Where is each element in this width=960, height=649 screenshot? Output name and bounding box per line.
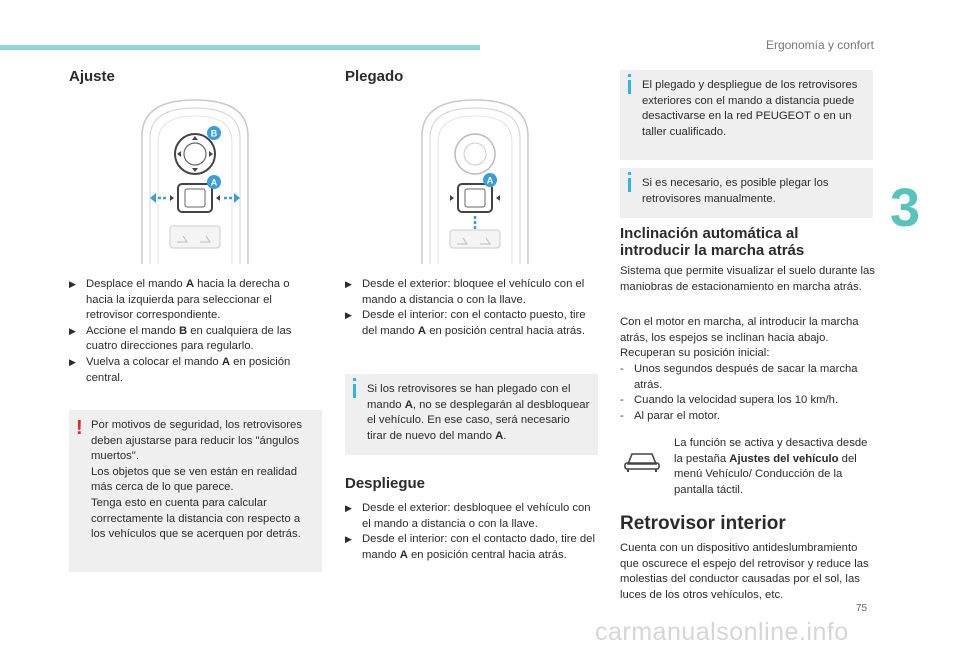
- retrovisor-interior-description: Cuenta con un dispositivo antideslumbramiento que oscurece el espejo del retrovisor y reduce las molestias del conductor causadas por el sol, las luces de los otros vehículos, etc.: [620, 542, 869, 601]
- section-title-inclinacion: Inclinación automática al introducir la marcha atrás: [620, 225, 805, 259]
- car-settings-icon: [622, 448, 662, 474]
- label-a: A: [210, 177, 218, 188]
- list-item: ▶ Vuelva a colocar el mando A en posición central.: [69, 355, 291, 384]
- unfold-steps-list: [345, 501, 595, 563]
- info-icon: [628, 80, 636, 94]
- fold-info-box: Si los retrovisores se han plegado con el mando A, no se desplegarán al desbloquear el vehículo. En ese caso, será necesario tirar de nuevo del mando A.: [345, 374, 598, 455]
- warning-text-line: Por motivos de seguridad, los retrovisores deben ajustarse para reducir los "ángulos muertos".: [91, 419, 302, 463]
- recovery-conditions-list: [620, 362, 870, 424]
- list-item: ▶ Desde el exterior: bloquee el vehículo con el mando a distancia o con la llave.: [345, 278, 585, 306]
- manual-fold-info-box: Si es necesario, es posible plegar los retrovisores manualmente.: [620, 168, 873, 218]
- section-title-plegado: Plegado: [345, 68, 404, 85]
- section-title-retrovisor-interior: Retrovisor interior: [620, 513, 786, 534]
- list-item: ▶ Desplace el mando A hacia la derecha o hacia la izquierda para seleccionar el retrovisor correspondiente.: [69, 278, 290, 322]
- list-item: ▶ Desde el interior: con el contacto puesto, tire del mando A en posición central hacia atrás.: [345, 309, 586, 337]
- chapter-number: 3: [890, 178, 921, 238]
- control-a-selector: [450, 184, 500, 212]
- safety-warning-box: [69, 410, 322, 572]
- warning-text-line: Tenga esto en cuenta para calcular correctamente la distancia con respecto a los vehículos que se acerquen por detrás.: [91, 496, 301, 541]
- label-a: A: [486, 175, 494, 186]
- info-icon: [353, 384, 361, 398]
- section-title-ajuste: Ajuste: [69, 68, 115, 85]
- car-settings-note: La función se activa y desactiva desde la pestaña Ajustes del vehículo del menú Vehículo/ Conducción de la pantalla táctil.: [674, 437, 868, 496]
- warning-text-line: Los objetos que se ven están en realidad más cerca de lo que parece.: [91, 465, 298, 494]
- header-accent-bar: [0, 45, 480, 50]
- list-item: - Cuando la velocidad supera los 10 km/h.: [620, 394, 839, 407]
- remote-fold-info-box: El plegado y despliegue de los retrovisores exteriores con el mando a distancia puede desactivarse en la red PEUGEOT o en un taller cualificado.: [620, 70, 873, 160]
- inclinacion-operation: Con el motor en marcha, al introducir la marcha atrás, los espejos se inclinan hacia abajo. Recuperan su posición inicial:: [620, 316, 859, 360]
- control-b-joystick: [175, 134, 215, 174]
- list-item: ▶ Desde el interior: con el contacto dado, tire del mando A en posición central hacia atrás.: [345, 533, 595, 561]
- section-header: Ergonomía y confort: [765, 38, 874, 52]
- list-item: - Al parar el motor.: [620, 409, 721, 422]
- inclinacion-description: Sistema que permite visualizar el suelo durante las maniobras de estacionamiento en marcha atrás.: [620, 265, 875, 293]
- page-number: 75: [856, 603, 868, 614]
- mirror-fold-illustration: [410, 96, 540, 266]
- warning-icon: !: [76, 417, 83, 439]
- mirror-control-adjust-illustration: [130, 96, 260, 266]
- list-item: ▶ Accione el mando B en cualquiera de las cuatro direcciones para regularlo.: [69, 324, 292, 353]
- list-item: ▶ Desde el exterior: desbloquee el vehículo con el mando a distancia o con la llave.: [345, 502, 591, 530]
- info-icon: [628, 178, 636, 192]
- watermark: carmanualsonline.info: [595, 618, 849, 646]
- section-title-despliegue: Despliegue: [345, 475, 426, 492]
- fold-steps-list: [345, 277, 595, 339]
- list-item: - Unos segundos después de sacar la marcha atrás.: [620, 363, 858, 391]
- adjust-steps-list: [69, 277, 319, 386]
- label-b: B: [210, 128, 218, 139]
